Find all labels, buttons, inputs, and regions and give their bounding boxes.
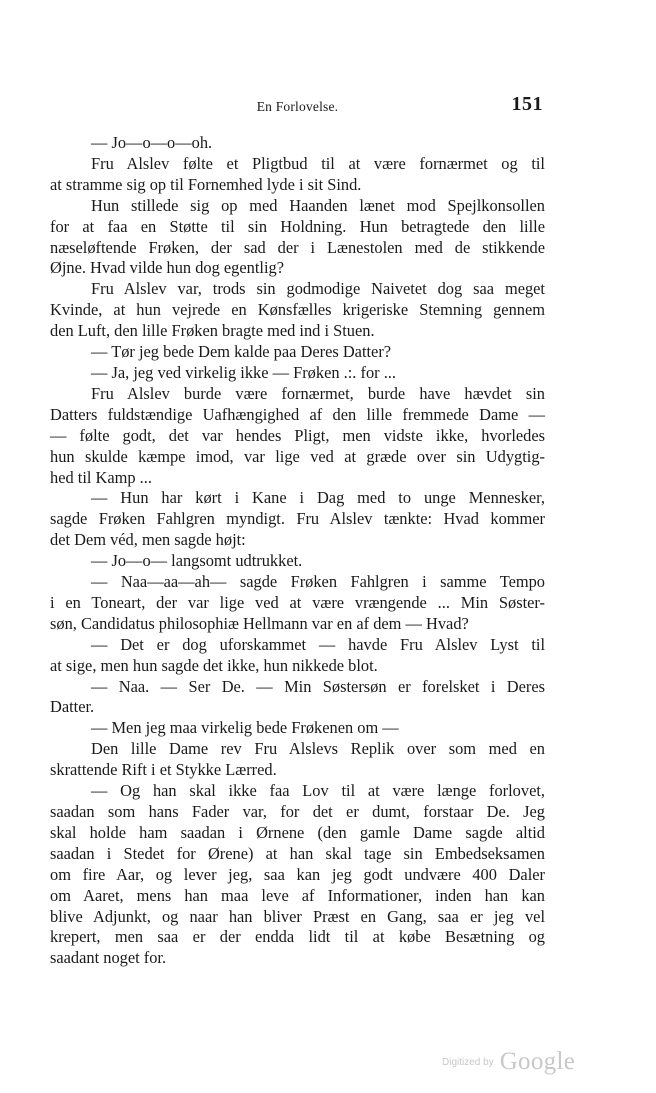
text-line: den Luft, den lille Frøken bragte med ind i Stuen. bbox=[50, 321, 375, 341]
paragraph bbox=[50, 677, 545, 719]
watermark-prefix: Digitized by bbox=[442, 1057, 494, 1068]
paragraph bbox=[50, 363, 545, 384]
text-line: Den lille Dame rev Fru Alslevs Replik over som med en bbox=[91, 739, 545, 759]
text-line: at sige, men hun sagde det ikke, hun nikkede blot. bbox=[50, 655, 378, 675]
text-line: for at faa en Støtte til sin Holdning. Hun betragtede den lille bbox=[50, 216, 545, 236]
text-line: Datters fuldstændige Uafhængighed af den lille fremmede Dame — bbox=[50, 404, 545, 424]
text-line: Fru Alslev burde være fornærmet, burde have hævdet sin bbox=[91, 383, 545, 403]
text-line: saadant noget for. bbox=[50, 948, 167, 968]
text-line: Fru Alslev følte et Pligtbud til at være fornærmet og til bbox=[91, 153, 545, 173]
text-line: Kvinde, at hun vejrede en Kønsfælles krigeriske Stemning gennem bbox=[50, 300, 545, 320]
text-line: — Ja, jeg ved virkelig ikke — Frøken .:. for ... bbox=[91, 362, 396, 382]
running-title: En Forlovelse. bbox=[256, 99, 339, 114]
text-line: Hun stillede sig op med Haanden lænet mod Spejlkonsollen bbox=[91, 195, 545, 215]
paragraph bbox=[50, 488, 545, 551]
paragraph bbox=[50, 781, 545, 969]
paragraph bbox=[50, 635, 545, 677]
paragraph bbox=[50, 154, 545, 196]
text-line: Datter. bbox=[50, 697, 95, 717]
paragraph bbox=[50, 196, 545, 280]
text-line: at stramme sig op til Fornemhed lyde i sit Sind. bbox=[50, 174, 362, 194]
text-line: det Dem véd, men sagde højt: bbox=[50, 530, 246, 550]
text-line: skal holde ham saadan i Ørnene (den gamle Dame sagde altid bbox=[50, 822, 545, 842]
paragraph bbox=[50, 133, 545, 154]
text-line: — Men jeg maa virkelig bede Frøkenen om — bbox=[91, 718, 399, 738]
text-line: hed til Kamp ... bbox=[50, 467, 152, 487]
text-line: skrattende Rift i et Stykke Lærred. bbox=[50, 760, 277, 780]
digitized-by-google-watermark bbox=[442, 1048, 575, 1076]
text-line: sagde Frøken Fahlgren myndigt. Fru Alslev tænkte: Hvad kommer bbox=[50, 509, 545, 529]
paragraph bbox=[50, 718, 545, 739]
text-line: — Det er dog uforskammet — havde Fru Alslev Lyst til bbox=[91, 634, 545, 654]
page-header bbox=[50, 93, 545, 123]
paragraph bbox=[50, 739, 545, 781]
text-line: — Naa—aa—ah— sagde Frøken Fahlgren i samme Tempo bbox=[91, 572, 545, 592]
text-line: næseløftende Frøken, der sad der i Lænestolen med de stikkende bbox=[50, 237, 545, 257]
watermark-brand: Google bbox=[499, 1048, 576, 1075]
text-line: om Aaret, mens han maa leve af Informationer, inden han kan bbox=[50, 885, 545, 905]
body-text bbox=[50, 133, 545, 969]
text-line: — Hun har kørt i Kane i Dag med to unge Mennesker, bbox=[91, 488, 545, 508]
text-line: saadan som hans Fader var, for det er dumt, forstaar De. Jeg bbox=[50, 802, 545, 821]
text-line: — Jo—o— langsomt udtrukket. bbox=[91, 551, 303, 571]
text-line: blive Adjunkt, og naar han bliver Præst en Gang, saa er jeg vel bbox=[50, 906, 545, 926]
text-line: Fru Alslev var, trods sin godmodige Naivetet dog saa meget bbox=[91, 279, 545, 299]
paragraph bbox=[50, 551, 545, 572]
paragraph bbox=[50, 342, 545, 363]
paragraph bbox=[50, 384, 545, 489]
text-line: saadan i Stedet for Ørene) at han skal tage sin Embedseksamen bbox=[50, 843, 545, 863]
text-line: krepert, men saa er der endda lidt til at købe Besætning og bbox=[50, 927, 545, 947]
text-line: om fire Aar, og lever jeg, saa kan jeg godt undvære 400 Daler bbox=[50, 864, 545, 884]
text-line: søn, Candidatus philosophiæ Hellmann var en af dem — Hvad? bbox=[50, 613, 469, 633]
paragraph bbox=[50, 572, 545, 635]
text-line: — Jo—o—o—oh. bbox=[91, 133, 213, 152]
text-line: i en Toneart, der var lige ved at være vrængende ... Min Søster- bbox=[50, 592, 545, 612]
text-line: — Tør jeg bede Dem kalde paa Deres Datter? bbox=[91, 342, 392, 362]
text-line: hun skulde kæmpe imod, var lige ved at græde over sin Udygtig- bbox=[50, 446, 545, 466]
text-line: — Naa. — Ser De. — Min Søstersøn er forelsket i Deres bbox=[91, 676, 545, 696]
text-line: Øjne. Hvad vilde hun dog egentlig? bbox=[50, 258, 284, 278]
text-line: — Og han skal ikke faa Lov til at være længe forlovet, bbox=[91, 781, 545, 801]
page-number: 151 bbox=[511, 93, 543, 115]
paragraph bbox=[50, 279, 545, 342]
text-line: — følte godt, det var hendes Pligt, men vidste ikke, hvorledes bbox=[50, 425, 545, 445]
